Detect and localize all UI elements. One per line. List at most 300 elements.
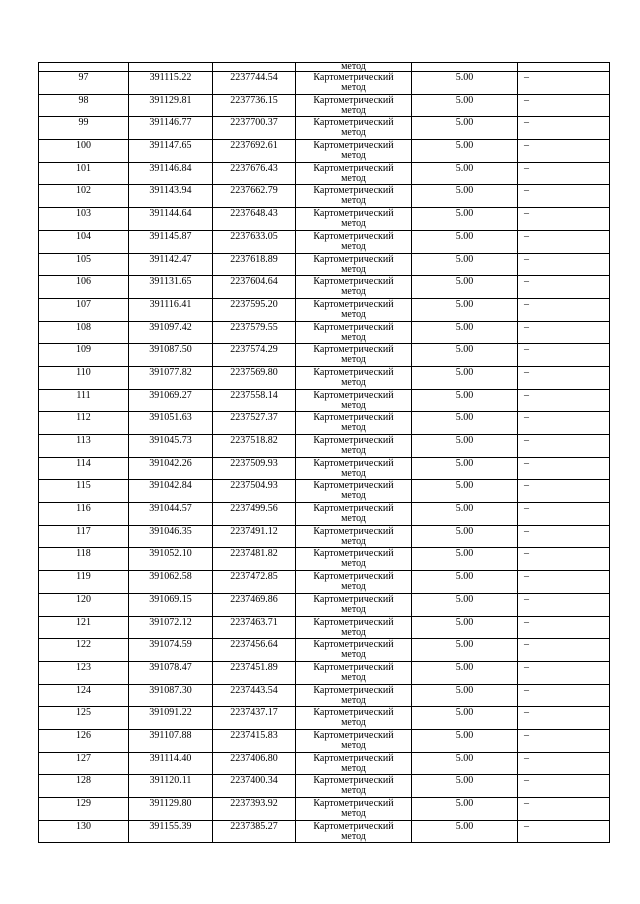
table-row — [39, 344, 610, 367]
cell-y-coordinate-text: 2237463.71 — [230, 616, 278, 628]
cell-y-coordinate-text: 2237633.05 — [230, 230, 278, 242]
method-line-2: метод — [341, 808, 366, 819]
cell-note — [518, 253, 610, 276]
cell-x-coordinate — [129, 775, 213, 798]
cell-accuracy-text: 5.00 — [455, 593, 474, 605]
cell-point-number — [39, 140, 129, 163]
cell-y-coordinate-text: 2237406.80 — [230, 752, 278, 764]
cell-method — [296, 798, 412, 821]
cell-x-coordinate — [129, 457, 213, 480]
method-line-1: Картометрический — [313, 752, 394, 764]
cell-point-number — [39, 435, 129, 458]
method-line-1: Картометрический — [313, 94, 394, 106]
table-row — [39, 503, 610, 526]
table-row — [39, 457, 610, 480]
cell-y-coordinate-text: 2237509.93 — [230, 457, 278, 469]
cell-x-coordinate-text: 391087.50 — [149, 344, 192, 356]
cell-y-coordinate-text: 2237527.37 — [230, 412, 278, 424]
table-row — [39, 276, 610, 299]
cell-note — [518, 435, 610, 458]
cell-accuracy-text: 5.00 — [455, 366, 474, 378]
method-line-1: Картометрический — [313, 140, 394, 152]
cell-x-coordinate — [129, 253, 213, 276]
cell-point-number-text: 104 — [76, 230, 91, 242]
cell-x-coordinate-text: 391097.42 — [149, 321, 192, 333]
cell-note-text: – — [524, 571, 529, 583]
method-line-1: Картометрический — [313, 593, 394, 605]
table-row — [39, 117, 610, 140]
cell-note — [518, 344, 610, 367]
cell-y-coordinate-text: 2237574.29 — [230, 344, 278, 356]
cell-x-coordinate-text: 391116.41 — [149, 298, 192, 310]
method-line-2: метод — [341, 603, 366, 615]
cell-accuracy-text: 5.00 — [455, 344, 474, 356]
cell-point-number-text: 126 — [76, 729, 91, 741]
cell-accuracy — [412, 185, 518, 208]
table-row — [39, 752, 610, 775]
cell-point-number — [39, 820, 129, 842]
cell-accuracy-text: 5.00 — [455, 435, 474, 446]
cell-y-coordinate-text: 2237385.27 — [230, 820, 278, 832]
cell-point-number — [39, 276, 129, 299]
table-row — [39, 230, 610, 253]
table-row — [39, 616, 610, 639]
cell-note — [518, 162, 610, 185]
cell-point-number-text: 114 — [76, 457, 91, 469]
method-line-2: метод — [341, 127, 366, 139]
cell-point-number-text: 112 — [76, 412, 91, 424]
cell-method — [296, 366, 412, 389]
cell-y-coordinate-text: 2237499.56 — [230, 503, 278, 515]
cell-method — [296, 593, 412, 616]
cell-y-coordinate — [213, 208, 296, 231]
cell-y-coordinate-text: 2237579.55 — [230, 321, 278, 333]
cell-accuracy-text: 5.00 — [455, 162, 474, 174]
cell-x-coordinate — [129, 276, 213, 299]
method-line-2: метод — [341, 490, 366, 502]
cell-y-coordinate — [213, 321, 296, 344]
cell-y-coordinate-text: 2237662.79 — [230, 185, 278, 197]
cell-note-text: – — [524, 344, 529, 356]
cell-note — [518, 185, 610, 208]
cell-x-coordinate-text: 391051.63 — [149, 412, 192, 424]
method-line-2: метод — [341, 513, 366, 525]
cell-note — [518, 571, 610, 594]
cell-accuracy — [412, 457, 518, 480]
cell-x-coordinate-text: 391146.84 — [149, 162, 192, 174]
cell-accuracy-text: 5.00 — [455, 639, 474, 651]
cell-x-coordinate — [129, 389, 213, 412]
cell-accuracy — [412, 253, 518, 276]
cell-y-coordinate — [213, 639, 296, 662]
cell-note — [518, 525, 610, 548]
cell-y-coordinate-text: 2237451.89 — [230, 661, 278, 673]
cell-y-coordinate-text: 2237437.17 — [230, 707, 278, 719]
cell-x-coordinate — [129, 752, 213, 775]
cell-note — [518, 548, 610, 571]
cell-point-number — [39, 412, 129, 435]
cell-x-coordinate — [129, 185, 213, 208]
cell-y-coordinate-text: 2237692.61 — [230, 140, 278, 152]
cell-y-coordinate — [213, 344, 296, 367]
cell-point-number-text: 121 — [76, 616, 91, 628]
cell-x-coordinate-text: 391107.88 — [149, 729, 192, 741]
cell-x-coordinate-text: 391091.22 — [149, 707, 192, 719]
cell-x-coordinate — [129, 72, 213, 95]
method-line-1: Картометрический — [313, 729, 394, 741]
cell-note — [518, 729, 610, 752]
cell-y-coordinate-text: 2237618.89 — [230, 253, 278, 265]
method-line-1: Картометрический — [313, 389, 394, 401]
cell-note-text: – — [524, 503, 529, 515]
method-line-1: Картометрический — [313, 707, 394, 719]
cell-point-number-text: 105 — [76, 253, 91, 265]
table-row — [39, 208, 610, 231]
cell-x-coordinate — [129, 639, 213, 662]
table-row — [39, 185, 610, 208]
cell-note-text: – — [524, 366, 529, 378]
method-line-2: метод — [341, 195, 366, 207]
cell-point-number — [39, 752, 129, 775]
cell-point-number-text: 109 — [76, 344, 91, 356]
cell-accuracy-text: 5.00 — [455, 503, 474, 515]
method-line-2: метод — [341, 399, 366, 411]
cell-point-number-text: 101 — [76, 162, 91, 174]
cell-note-text: – — [524, 525, 529, 537]
cell-method — [296, 389, 412, 412]
cell-note-text: – — [524, 94, 529, 106]
cell-note-text: – — [524, 162, 529, 174]
cell-x-coordinate — [129, 140, 213, 163]
cell-y-coordinate — [213, 117, 296, 140]
cell-note — [518, 412, 610, 435]
cell-y-coordinate-text: 2237491.12 — [230, 525, 278, 537]
cell-y-coordinate-text: 2237604.64 — [230, 276, 278, 288]
cell-y-coordinate — [213, 616, 296, 639]
method-line-1: Картометрический — [313, 435, 394, 446]
cell-accuracy — [412, 298, 518, 321]
cell-point-number — [39, 366, 129, 389]
cell-accuracy — [412, 230, 518, 253]
cell-method — [296, 707, 412, 730]
cell-accuracy-text: 5.00 — [455, 140, 474, 152]
cell-y-coordinate — [213, 366, 296, 389]
cell-accuracy-text: 5.00 — [455, 72, 474, 83]
method-line-2: метод — [341, 830, 366, 842]
cell-point-number — [39, 344, 129, 367]
method-line-2: метод — [341, 649, 366, 661]
cell-x-coordinate — [129, 480, 213, 503]
cell-accuracy-text: 5.00 — [455, 117, 474, 129]
cell-y-coordinate — [213, 276, 296, 299]
cell-point-number — [39, 457, 129, 480]
cell-y-coordinate — [213, 412, 296, 435]
cell-accuracy-text: 5.00 — [455, 525, 474, 537]
cell-point-number — [39, 593, 129, 616]
cell-note — [518, 230, 610, 253]
cell-x-coordinate-text: 391145.87 — [149, 230, 192, 242]
cell-accuracy — [412, 820, 518, 842]
cell-method — [296, 276, 412, 299]
cell-y-coordinate — [213, 525, 296, 548]
cell-note — [518, 457, 610, 480]
method-line-2: метод — [341, 558, 366, 570]
cell-note-text: – — [524, 684, 529, 696]
cell-y-coordinate-text: 2237415.83 — [230, 729, 278, 741]
method-line-1: Картометрический — [313, 798, 394, 809]
method-line-1: Картометрический — [313, 117, 394, 129]
cell-accuracy-text: 5.00 — [455, 684, 474, 696]
cell-note-text: – — [524, 276, 529, 288]
cell-point-number-text: 124 — [76, 684, 91, 696]
method-line-1: Картометрический — [313, 344, 394, 356]
cell-x-coordinate-text: 391042.26 — [149, 457, 192, 469]
cell-note-text: – — [524, 117, 529, 129]
method-line-1: Картометрический — [313, 639, 394, 651]
cell-y-coordinate — [213, 185, 296, 208]
cell-x-coordinate — [129, 503, 213, 526]
cell-y-coordinate-text: 2237700.37 — [230, 117, 278, 129]
table-row-continuation — [39, 63, 610, 72]
cell-method — [296, 775, 412, 798]
cell-method — [296, 752, 412, 775]
cell-y-coordinate-text: 2237569.80 — [230, 366, 278, 378]
cell-method — [296, 72, 412, 95]
cell-x-coordinate — [129, 820, 213, 842]
cell-method — [296, 185, 412, 208]
method-line-1: Картометрический — [313, 366, 394, 378]
cell-x-coordinate-text: 391131.65 — [149, 276, 192, 288]
cell-x-coordinate-text: 391052.10 — [149, 548, 192, 560]
cell-accuracy-text: 5.00 — [455, 752, 474, 764]
cell-accuracy — [412, 321, 518, 344]
method-line-2: метод — [341, 82, 366, 93]
cell-accuracy — [412, 72, 518, 95]
cell-accuracy — [412, 503, 518, 526]
cell-accuracy-text: 5.00 — [455, 94, 474, 106]
cell-note — [518, 798, 610, 821]
method-line-1: Картометрический — [313, 571, 394, 583]
cell-accuracy-text: 5.00 — [455, 253, 474, 265]
cell-y-coordinate-text: 2237518.82 — [230, 435, 278, 446]
table-row — [39, 639, 610, 662]
cell-accuracy — [412, 140, 518, 163]
table-row — [39, 298, 610, 321]
cell-method — [296, 480, 412, 503]
cell-note-text: – — [524, 729, 529, 741]
cell-x-coordinate — [129, 162, 213, 185]
cell-point-number-text: 119 — [76, 571, 91, 583]
method-line-1: Картометрический — [313, 162, 394, 174]
cell-x-coordinate — [129, 366, 213, 389]
cell-method — [296, 230, 412, 253]
cell-empty — [213, 63, 296, 72]
cell-method — [296, 117, 412, 140]
cell-x-coordinate-text: 391074.59 — [149, 639, 192, 651]
cell-x-coordinate-text: 391144.64 — [149, 208, 192, 220]
cell-point-number — [39, 185, 129, 208]
cell-accuracy — [412, 389, 518, 412]
cell-y-coordinate — [213, 798, 296, 821]
cell-note-text: – — [524, 480, 529, 492]
method-line-1: Картометрический — [313, 775, 394, 787]
cell-note-text: – — [524, 412, 529, 424]
cell-point-number — [39, 321, 129, 344]
method-line-1: Картометрический — [313, 525, 394, 537]
cell-accuracy-text: 5.00 — [455, 389, 474, 401]
cell-point-number — [39, 661, 129, 684]
cell-x-coordinate — [129, 525, 213, 548]
cell-note — [518, 94, 610, 117]
cell-method-fragment: метод — [296, 63, 412, 72]
method-line-1: Картометрический — [313, 276, 394, 288]
cell-x-coordinate — [129, 661, 213, 684]
cell-empty — [412, 63, 518, 72]
cell-point-number-text: 97 — [78, 72, 89, 83]
cell-point-number-text: 128 — [76, 775, 91, 787]
cell-accuracy — [412, 276, 518, 299]
method-line-1: Картометрический — [313, 661, 394, 673]
cell-y-coordinate — [213, 684, 296, 707]
cell-x-coordinate — [129, 435, 213, 458]
table-row — [39, 140, 610, 163]
cell-y-coordinate-text: 2237393.92 — [230, 798, 278, 809]
cell-method — [296, 661, 412, 684]
table-row — [39, 798, 610, 821]
cell-x-coordinate — [129, 230, 213, 253]
table-row — [39, 253, 610, 276]
cell-point-number-text: 98 — [78, 94, 89, 106]
table-row — [39, 571, 610, 594]
cell-x-coordinate — [129, 321, 213, 344]
cell-note — [518, 752, 610, 775]
cell-note — [518, 276, 610, 299]
cell-method — [296, 729, 412, 752]
cell-accuracy — [412, 480, 518, 503]
cell-method — [296, 344, 412, 367]
cell-note-text: – — [524, 389, 529, 401]
cell-point-number-text: 130 — [76, 820, 91, 832]
cell-accuracy-text: 5.00 — [455, 230, 474, 242]
cell-accuracy-text: 5.00 — [455, 208, 474, 220]
method-line-2: метод — [341, 354, 366, 366]
cell-accuracy-text: 5.00 — [455, 616, 474, 628]
method-line-2: метод — [341, 445, 366, 456]
cell-x-coordinate-text: 391120.11 — [149, 775, 192, 787]
cell-note — [518, 480, 610, 503]
cell-x-coordinate — [129, 684, 213, 707]
cell-note-text: – — [524, 208, 529, 220]
method-line-1: Картометрический — [313, 684, 394, 696]
cell-y-coordinate — [213, 140, 296, 163]
method-line-2: метод — [341, 762, 366, 774]
cell-note — [518, 820, 610, 842]
cell-accuracy-text: 5.00 — [455, 298, 474, 310]
cell-point-number-text: 115 — [76, 480, 91, 492]
cell-point-number — [39, 230, 129, 253]
cell-accuracy-text: 5.00 — [455, 571, 474, 583]
cell-method — [296, 94, 412, 117]
cell-method — [296, 321, 412, 344]
method-line-1: Картометрический — [313, 820, 394, 832]
cell-note — [518, 503, 610, 526]
cell-method — [296, 298, 412, 321]
cell-accuracy — [412, 525, 518, 548]
cell-note-text: – — [524, 820, 529, 832]
cell-method — [296, 503, 412, 526]
cell-empty — [518, 63, 610, 72]
cell-accuracy — [412, 208, 518, 231]
cell-point-number — [39, 480, 129, 503]
cell-y-coordinate-text: 2237469.86 — [230, 593, 278, 605]
cell-accuracy-text: 5.00 — [455, 412, 474, 424]
table-row — [39, 684, 610, 707]
table-row — [39, 707, 610, 730]
cell-y-coordinate — [213, 389, 296, 412]
cell-y-coordinate-text: 2237648.43 — [230, 208, 278, 220]
cell-method — [296, 412, 412, 435]
cell-y-coordinate-text: 2237443.54 — [230, 684, 278, 696]
cell-accuracy-text: 5.00 — [455, 185, 474, 197]
cell-note-text: – — [524, 72, 529, 83]
method-line-1: Картометрический — [313, 298, 394, 310]
cell-accuracy — [412, 593, 518, 616]
table-row — [39, 775, 610, 798]
cell-note — [518, 140, 610, 163]
cell-x-coordinate-text: 391115.22 — [149, 72, 192, 83]
cell-point-number-text: 118 — [76, 548, 91, 560]
cell-note-text: – — [524, 548, 529, 560]
table-row — [39, 480, 610, 503]
cell-x-coordinate-text: 391046.35 — [149, 525, 192, 537]
method-line-2: метод — [341, 104, 366, 116]
cell-x-coordinate — [129, 344, 213, 367]
cell-method — [296, 525, 412, 548]
cell-y-coordinate-text: 2237676.43 — [230, 162, 278, 174]
cell-method — [296, 548, 412, 571]
cell-x-coordinate-text: 391147.65 — [149, 140, 192, 152]
table-row — [39, 389, 610, 412]
table-row — [39, 321, 610, 344]
cell-accuracy-text: 5.00 — [455, 820, 474, 832]
cell-y-coordinate-text: 2237736.15 — [230, 94, 278, 106]
method-line-2: метод — [341, 581, 366, 593]
cell-method — [296, 140, 412, 163]
cell-point-number-text: 122 — [76, 639, 91, 651]
cell-method — [296, 253, 412, 276]
cell-point-number-text: 106 — [76, 276, 91, 288]
cell-point-number-text: 113 — [76, 435, 91, 446]
cell-y-coordinate — [213, 253, 296, 276]
cell-y-coordinate-text: 2237481.82 — [230, 548, 278, 560]
table-row — [39, 729, 610, 752]
cell-point-number — [39, 775, 129, 798]
cell-note-text: – — [524, 185, 529, 197]
cell-point-number — [39, 616, 129, 639]
table-row — [39, 72, 610, 95]
cell-method — [296, 684, 412, 707]
cell-accuracy-text: 5.00 — [455, 548, 474, 560]
cell-y-coordinate — [213, 298, 296, 321]
cell-point-number — [39, 684, 129, 707]
cell-point-number-text: 107 — [76, 298, 91, 310]
cell-x-coordinate — [129, 94, 213, 117]
cell-accuracy-text: 5.00 — [455, 276, 474, 288]
cell-x-coordinate-text: 391045.73 — [149, 435, 192, 446]
cell-accuracy — [412, 571, 518, 594]
method-line-1: Картометрический — [313, 457, 394, 469]
cell-point-number-text: 111 — [76, 389, 91, 401]
